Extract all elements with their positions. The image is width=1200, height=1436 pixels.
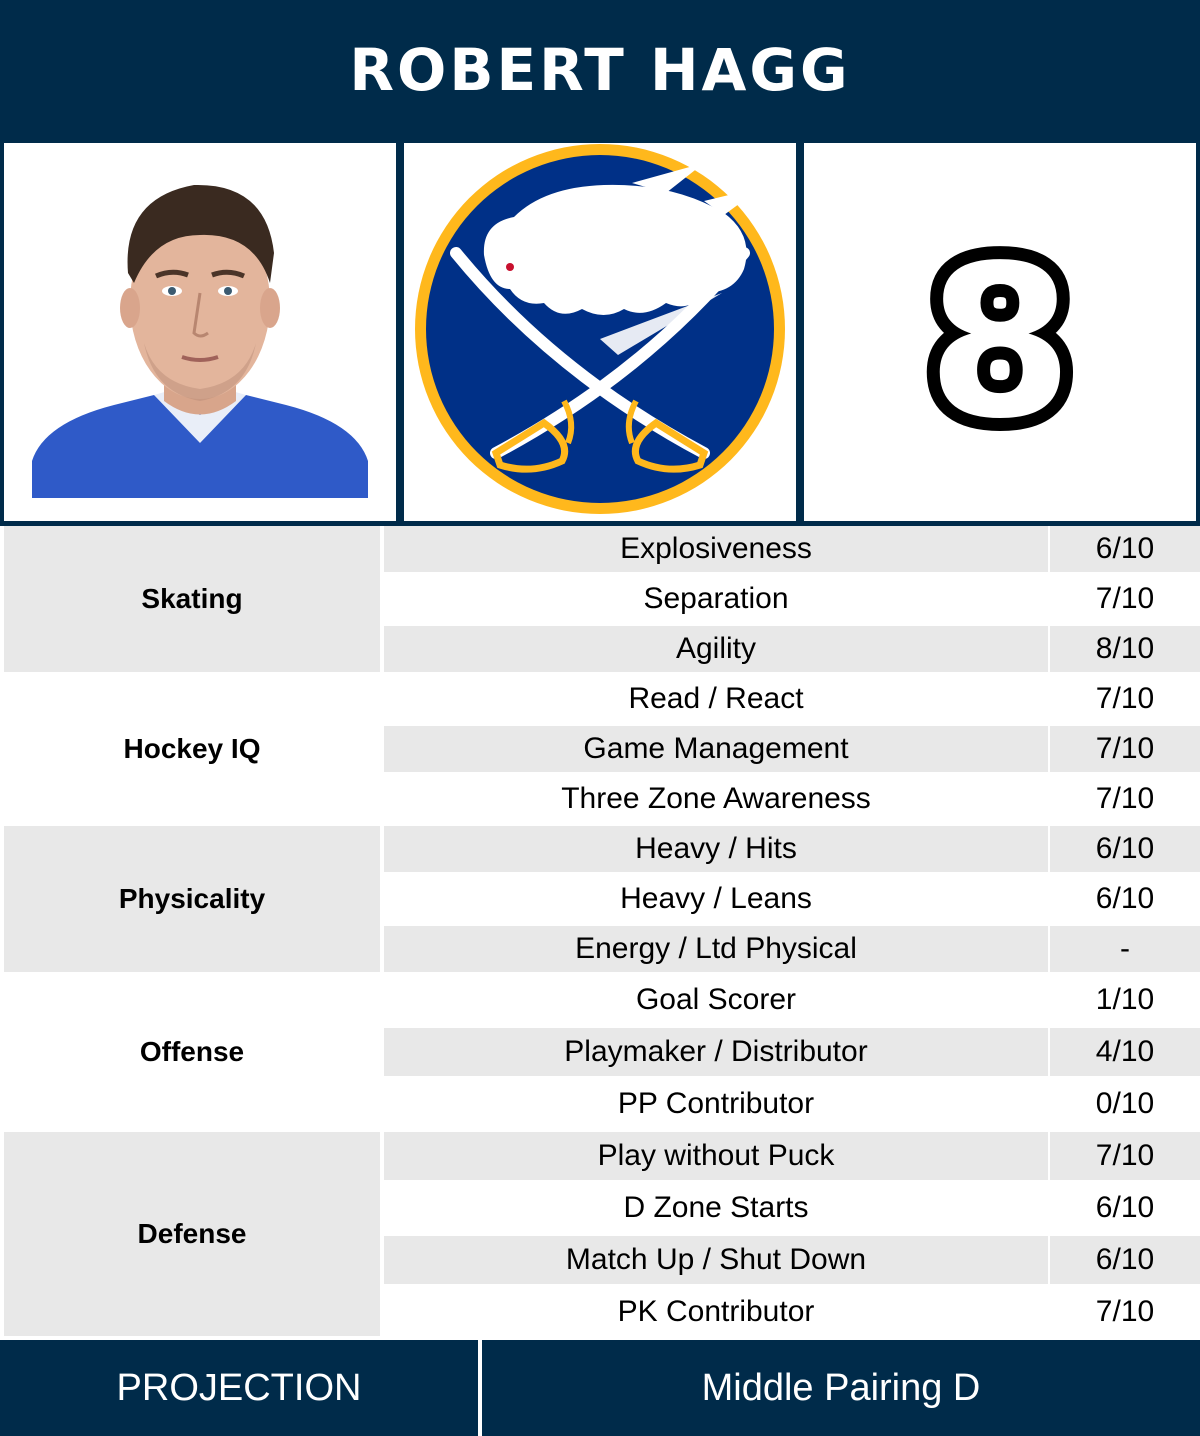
attribute-value: 7/10: [1050, 776, 1200, 822]
attribute-label: PK Contributor: [384, 1288, 1048, 1336]
attribute-label: Explosiveness: [384, 526, 1048, 572]
attribute-value: 7/10: [1050, 1288, 1200, 1336]
rating-row: [380, 976, 1200, 1028]
category-label: Defense: [4, 1132, 380, 1336]
rating-row: [380, 1288, 1200, 1340]
attribute-label: Match Up / Shut Down: [384, 1236, 1048, 1284]
rating-row: [380, 1184, 1200, 1236]
category-label: Skating: [4, 526, 380, 672]
attribute-value: 8/10: [1050, 626, 1200, 672]
rating-row: [380, 726, 1200, 776]
rating-row: [380, 1236, 1200, 1288]
attribute-value: -: [1050, 926, 1200, 972]
attribute-value: 6/10: [1050, 876, 1200, 922]
rating-row: [380, 526, 1200, 576]
attribute-label: Playmaker / Distributor: [384, 1028, 1048, 1076]
player-name: ROBERT HAGG: [349, 36, 851, 104]
rating-row: [380, 876, 1200, 926]
attribute-value: 6/10: [1050, 826, 1200, 872]
attribute-value: 7/10: [1050, 1132, 1200, 1180]
jersey-number: [804, 143, 1196, 521]
ratings-table: [0, 526, 1200, 1336]
rating-row: [380, 576, 1200, 626]
attribute-label: Goal Scorer: [384, 976, 1048, 1024]
rating-row: [380, 1080, 1200, 1132]
attribute-label: Play without Puck: [384, 1132, 1048, 1180]
attribute-value: 0/10: [1050, 1080, 1200, 1128]
header-bar: [0, 0, 1200, 140]
attribute-label: Game Management: [384, 726, 1048, 772]
attribute-value: 7/10: [1050, 576, 1200, 622]
attribute-label: Energy / Ltd Physical: [384, 926, 1048, 972]
attribute-label: Three Zone Awareness: [384, 776, 1048, 822]
category-label: Hockey IQ: [4, 676, 380, 822]
attribute-label: Heavy / Hits: [384, 826, 1048, 872]
attribute-value: 6/10: [1050, 526, 1200, 572]
team-logo-panel: [404, 143, 796, 521]
rating-row: [380, 1028, 1200, 1080]
projection-value: Middle Pairing D: [482, 1340, 1200, 1436]
footer-bar: [0, 1336, 1200, 1436]
category-label: Physicality: [4, 826, 380, 972]
top-panels: [0, 140, 1200, 526]
rating-row: [380, 926, 1200, 976]
attribute-label: PP Contributor: [384, 1080, 1048, 1128]
attribute-value: 6/10: [1050, 1236, 1200, 1284]
rating-row: [380, 1132, 1200, 1184]
rating-row: [380, 776, 1200, 826]
attribute-value: 7/10: [1050, 676, 1200, 722]
rating-row: [380, 626, 1200, 676]
attribute-value: 6/10: [1050, 1184, 1200, 1232]
player-headshot-icon: [4, 143, 396, 521]
rating-row: [380, 676, 1200, 726]
player-photo-panel: [4, 143, 396, 521]
attribute-label: D Zone Starts: [384, 1184, 1048, 1232]
attribute-value: 1/10: [1050, 976, 1200, 1024]
attribute-value: 4/10: [1050, 1028, 1200, 1076]
jersey-number-panel: [804, 143, 1196, 521]
attribute-value: 7/10: [1050, 726, 1200, 772]
attribute-label: Read / React: [384, 676, 1048, 722]
category-label: Offense: [4, 976, 380, 1128]
attribute-label: Heavy / Leans: [384, 876, 1048, 922]
rating-row: [380, 826, 1200, 876]
attribute-label: Separation: [384, 576, 1048, 622]
svg-text:8: 8: [926, 220, 1074, 465]
projection-label: PROJECTION: [0, 1340, 478, 1436]
buffalo-sabres-logo-icon: [404, 143, 796, 521]
attribute-label: Agility: [384, 626, 1048, 672]
